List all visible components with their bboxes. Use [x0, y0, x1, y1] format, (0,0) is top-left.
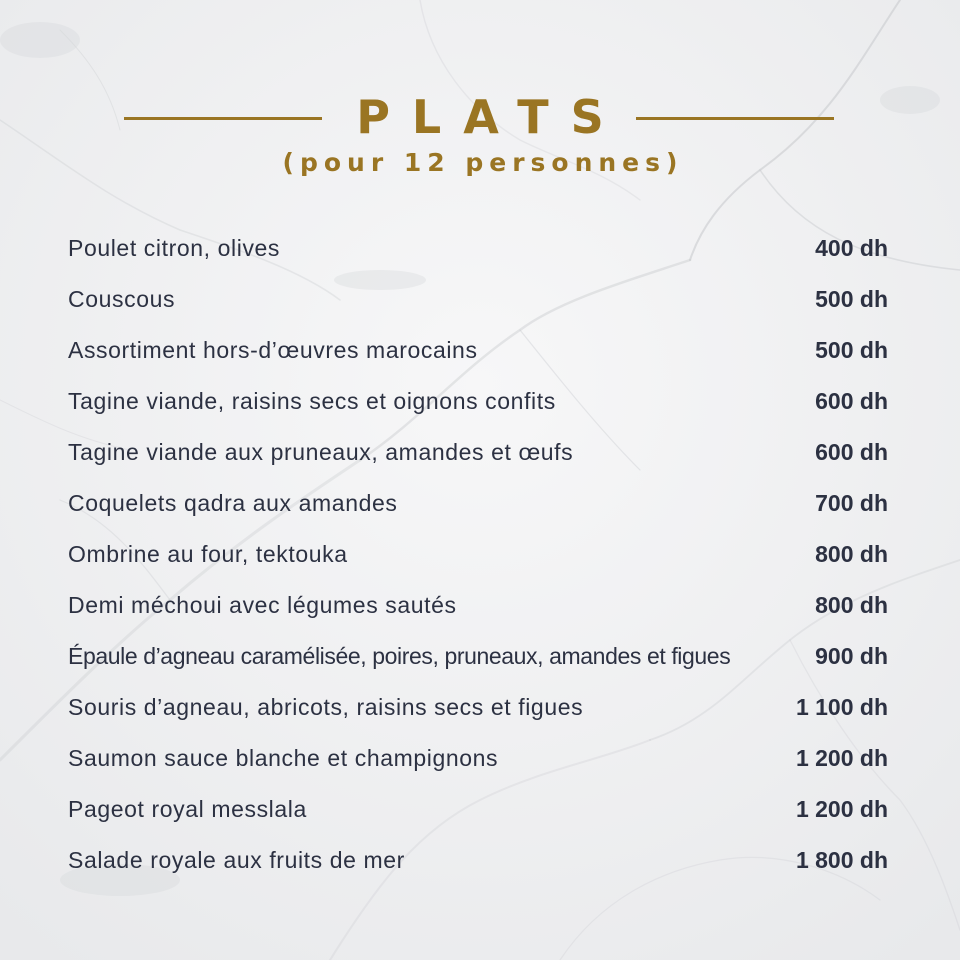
menu-item — [68, 687, 888, 738]
menu-item — [68, 228, 888, 279]
dish-name: Pageot royal messlala — [68, 796, 307, 822]
dish-name: Couscous — [68, 286, 176, 312]
dish-name: Assortiment hors-d’œuvres marocains — [68, 337, 478, 363]
dish-price: 600 dh — [815, 388, 888, 414]
dish-price: 700 dh — [815, 490, 888, 516]
dish-price: 400 dh — [815, 235, 888, 261]
menu-subtitle: (pour 12 personnes) — [282, 148, 684, 177]
menu-item — [68, 381, 888, 432]
dish-price: 500 dh — [815, 286, 888, 312]
dish-name: Demi méchoui avec légumes sautés — [68, 592, 457, 618]
dish-price: 500 dh — [815, 337, 888, 363]
dish-price: 800 dh — [815, 541, 888, 567]
menu-item — [68, 585, 888, 636]
dish-name: Coquelets qadra aux amandes — [68, 490, 398, 516]
menu-item — [68, 840, 888, 891]
menu-item — [68, 279, 888, 330]
menu-title: PLATS — [356, 90, 626, 144]
menu-item — [68, 534, 888, 585]
menu-item — [68, 330, 888, 381]
dish-price: 1 200 dh — [795, 745, 888, 771]
dish-name: Salade royale aux fruits de mer — [68, 847, 405, 873]
menu-item — [68, 483, 888, 534]
dish-price: 600 dh — [815, 439, 888, 465]
dish-price: 900 dh — [815, 643, 888, 669]
menu-item — [68, 738, 888, 789]
dish-price: 1 100 dh — [795, 694, 888, 720]
dish-price: 1 200 dh — [795, 796, 888, 822]
menu-item — [68, 432, 888, 483]
menu-item — [68, 789, 888, 840]
menu-item — [68, 636, 888, 687]
dish-name: Saumon sauce blanche et champignons — [68, 745, 499, 771]
menu-header — [0, 88, 960, 188]
dish-list — [68, 228, 888, 891]
dish-name: Poulet citron, olives — [68, 235, 281, 261]
dish-name: Souris d’agneau, abricots, raisins secs et figues — [68, 694, 584, 720]
dish-name: Tagine viande, raisins secs et oignons confits — [68, 388, 556, 414]
dish-price: 1 800 dh — [795, 847, 888, 873]
dish-name: Ombrine au four, tektouka — [68, 541, 348, 567]
dish-name: Tagine viande aux pruneaux, amandes et œufs — [68, 439, 574, 465]
dish-name: Épaule d’agneau caramélisée, poires, pruneaux, amandes et figues — [68, 643, 731, 669]
dish-price: 800 dh — [815, 592, 888, 618]
